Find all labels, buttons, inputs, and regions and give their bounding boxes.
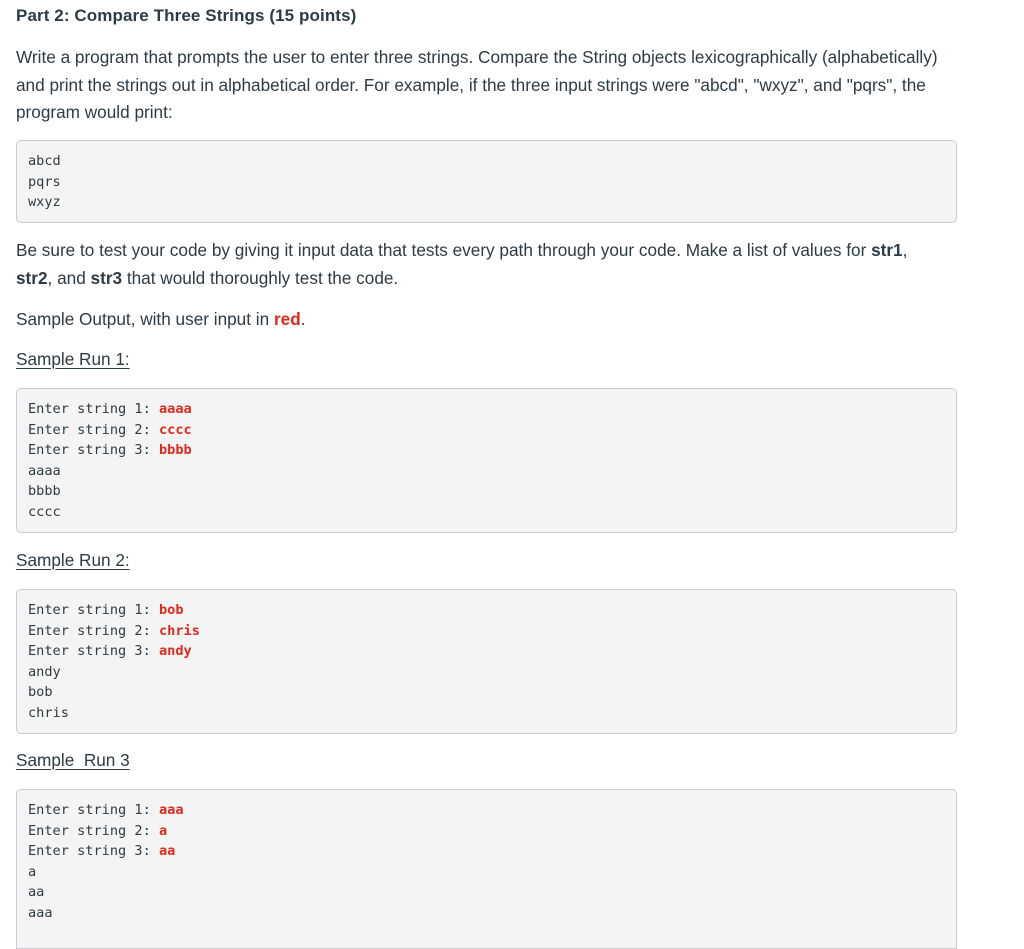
sample-run-2-heading: Sample Run 2:	[16, 550, 130, 570]
sample-note-period: .	[300, 309, 306, 329]
testing-sep: ,	[902, 240, 908, 260]
prompt-label: Enter string	[28, 421, 135, 438]
sample-run-1-heading: Sample Run 1:	[16, 349, 130, 369]
prompt-num: 2:	[134, 822, 159, 839]
testing-paragraph	[16, 237, 946, 292]
user-input: andy	[158, 643, 192, 659]
output-line: bob	[28, 684, 53, 700]
user-input: aaaa	[158, 401, 192, 417]
sample-output-note	[16, 306, 946, 334]
var-str3: str3	[90, 267, 123, 288]
prompt-label: Enter string	[28, 442, 135, 458]
sample-run-3-heading: Sample Run 3	[16, 750, 130, 770]
prompt-label: Enter string	[28, 843, 135, 859]
example-output-line: abcd	[28, 153, 61, 169]
var-str2: str2	[16, 267, 48, 288]
prompt-line	[28, 800, 945, 821]
prompt-num: 1:	[134, 802, 159, 818]
output-line: andy	[28, 663, 61, 680]
prompt-line	[28, 841, 945, 862]
output-line: bbbb	[28, 483, 61, 499]
output-line: aaa	[28, 904, 53, 921]
output-line: aa	[28, 884, 45, 900]
testing-text: Be sure to test your code by giving it input data that tests every path through your code. Make a list of values for	[16, 240, 872, 260]
prompt-num: 2:	[134, 421, 159, 438]
testing-text-end: that would thoroughly test the code.	[122, 267, 399, 288]
sample-run-3-block	[16, 789, 957, 949]
prompt-num: 3:	[134, 643, 159, 659]
testing-sep: , and	[47, 267, 91, 288]
user-input: cccc	[158, 421, 192, 438]
example-output-line: pqrs	[28, 173, 61, 190]
page-title: Part 2: Compare Three Strings (15 points)	[16, 6, 357, 25]
example-output-line: wxyz	[28, 194, 61, 210]
user-input: a	[158, 822, 168, 839]
prompt-num: 3:	[134, 442, 159, 458]
red-word: red	[273, 309, 301, 329]
prompt-num: 1:	[134, 401, 159, 417]
intro-paragraph: Write a program that prompts the user to enter three strings. Compare the String objects lexicographically (alphabetically) and print the strings out in alphabetical order. For example, if the three input strings were "abcd", "wxyz", and "pqrs", the program would print:	[16, 47, 938, 122]
prompt-label: Enter string	[28, 401, 135, 417]
example-output-block	[16, 140, 957, 223]
prompt-line	[28, 821, 945, 842]
prompt-label: Enter string	[28, 822, 135, 839]
output-line: a	[28, 863, 37, 880]
sample-note-text: Sample Output, with user input in	[16, 309, 274, 329]
sample-run-2-block	[16, 589, 957, 734]
prompt-line	[28, 440, 945, 461]
prompt-line	[28, 641, 945, 662]
output-line: chris	[28, 704, 69, 721]
prompt-label: Enter string	[28, 602, 135, 618]
prompt-num: 2:	[134, 622, 159, 639]
prompt-label: Enter string	[28, 802, 135, 818]
output-line: aaaa	[28, 462, 61, 479]
prompt-line	[28, 600, 945, 621]
user-input: chris	[158, 622, 200, 639]
sample-run-1-block	[16, 388, 957, 533]
prompt-num: 3:	[134, 843, 159, 859]
prompt-line	[28, 621, 945, 642]
prompt-num: 1:	[134, 602, 159, 618]
prompt-label: Enter string	[28, 622, 135, 639]
user-input: bbbb	[158, 442, 192, 458]
user-input: bob	[158, 602, 184, 618]
var-str1: str1	[871, 240, 903, 260]
prompt-label: Enter string	[28, 643, 135, 659]
prompt-line	[28, 420, 945, 441]
prompt-line	[28, 399, 945, 420]
user-input: aaa	[158, 802, 184, 818]
output-line: cccc	[28, 503, 61, 520]
user-input: aa	[158, 843, 176, 859]
